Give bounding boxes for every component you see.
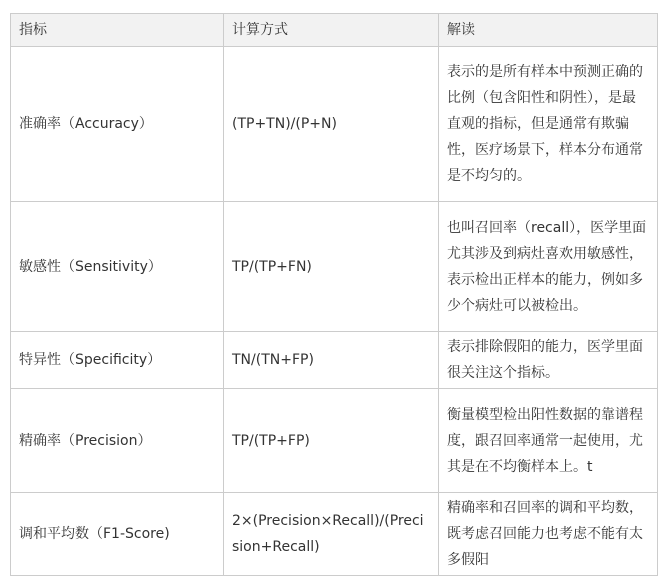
table-row-accuracy	[11, 47, 658, 202]
metric-name: 敏感性（Sensitivity）	[11, 202, 224, 332]
metric-interpretation: 也叫召回率（recall），医学里面尤其涉及到病灶喜欢用敏感性，表示检出正样本的能力，例如多少个病灶可以被检出。	[439, 202, 658, 332]
metric-name: 准确率（Accuracy）	[11, 47, 224, 202]
metric-formula: (TP+TN)/(P+N)	[224, 47, 439, 202]
metric-name: 调和平均数（F1-Score)	[11, 493, 224, 576]
metric-interpretation: 精确率和召回率的调和平均数，既考虑召回能力也考虑不能有太多假阳	[439, 493, 658, 576]
metric-formula: 2×(Precision×Recall)/(Precision+Recall)	[224, 493, 439, 576]
metric-interpretation: 表示排除假阳的能力，医学里面很关注这个指标。	[439, 332, 658, 389]
metric-interpretation: 衡量模型检出阳性数据的靠谱程度，跟召回率通常一起使用，尤其是在不均衡样本上。t	[439, 389, 658, 493]
table-row-f1-score	[11, 493, 658, 576]
metric-formula: TP/(TP+FN)	[224, 202, 439, 332]
metric-name: 精确率（Precision）	[11, 389, 224, 493]
metric-interpretation: 表示的是所有样本中预测正确的比例（包含阳性和阴性），是最直观的指标，但是通常有欺骗性，医疗场景下，样本分布通常是不均匀的。	[439, 47, 658, 202]
column-header-formula: 计算方式	[224, 14, 439, 47]
metric-name: 特异性（Specificity）	[11, 332, 224, 389]
column-header-interpretation: 解读	[439, 14, 658, 47]
table-header-row	[11, 14, 658, 47]
metrics-table	[10, 13, 658, 576]
table-row-precision	[11, 389, 658, 493]
metric-formula: TN/(TN+FP)	[224, 332, 439, 389]
column-header-metric: 指标	[11, 14, 224, 47]
table-row-sensitivity	[11, 202, 658, 332]
metric-formula: TP/(TP+FP)	[224, 389, 439, 493]
table-row-specificity	[11, 332, 658, 389]
